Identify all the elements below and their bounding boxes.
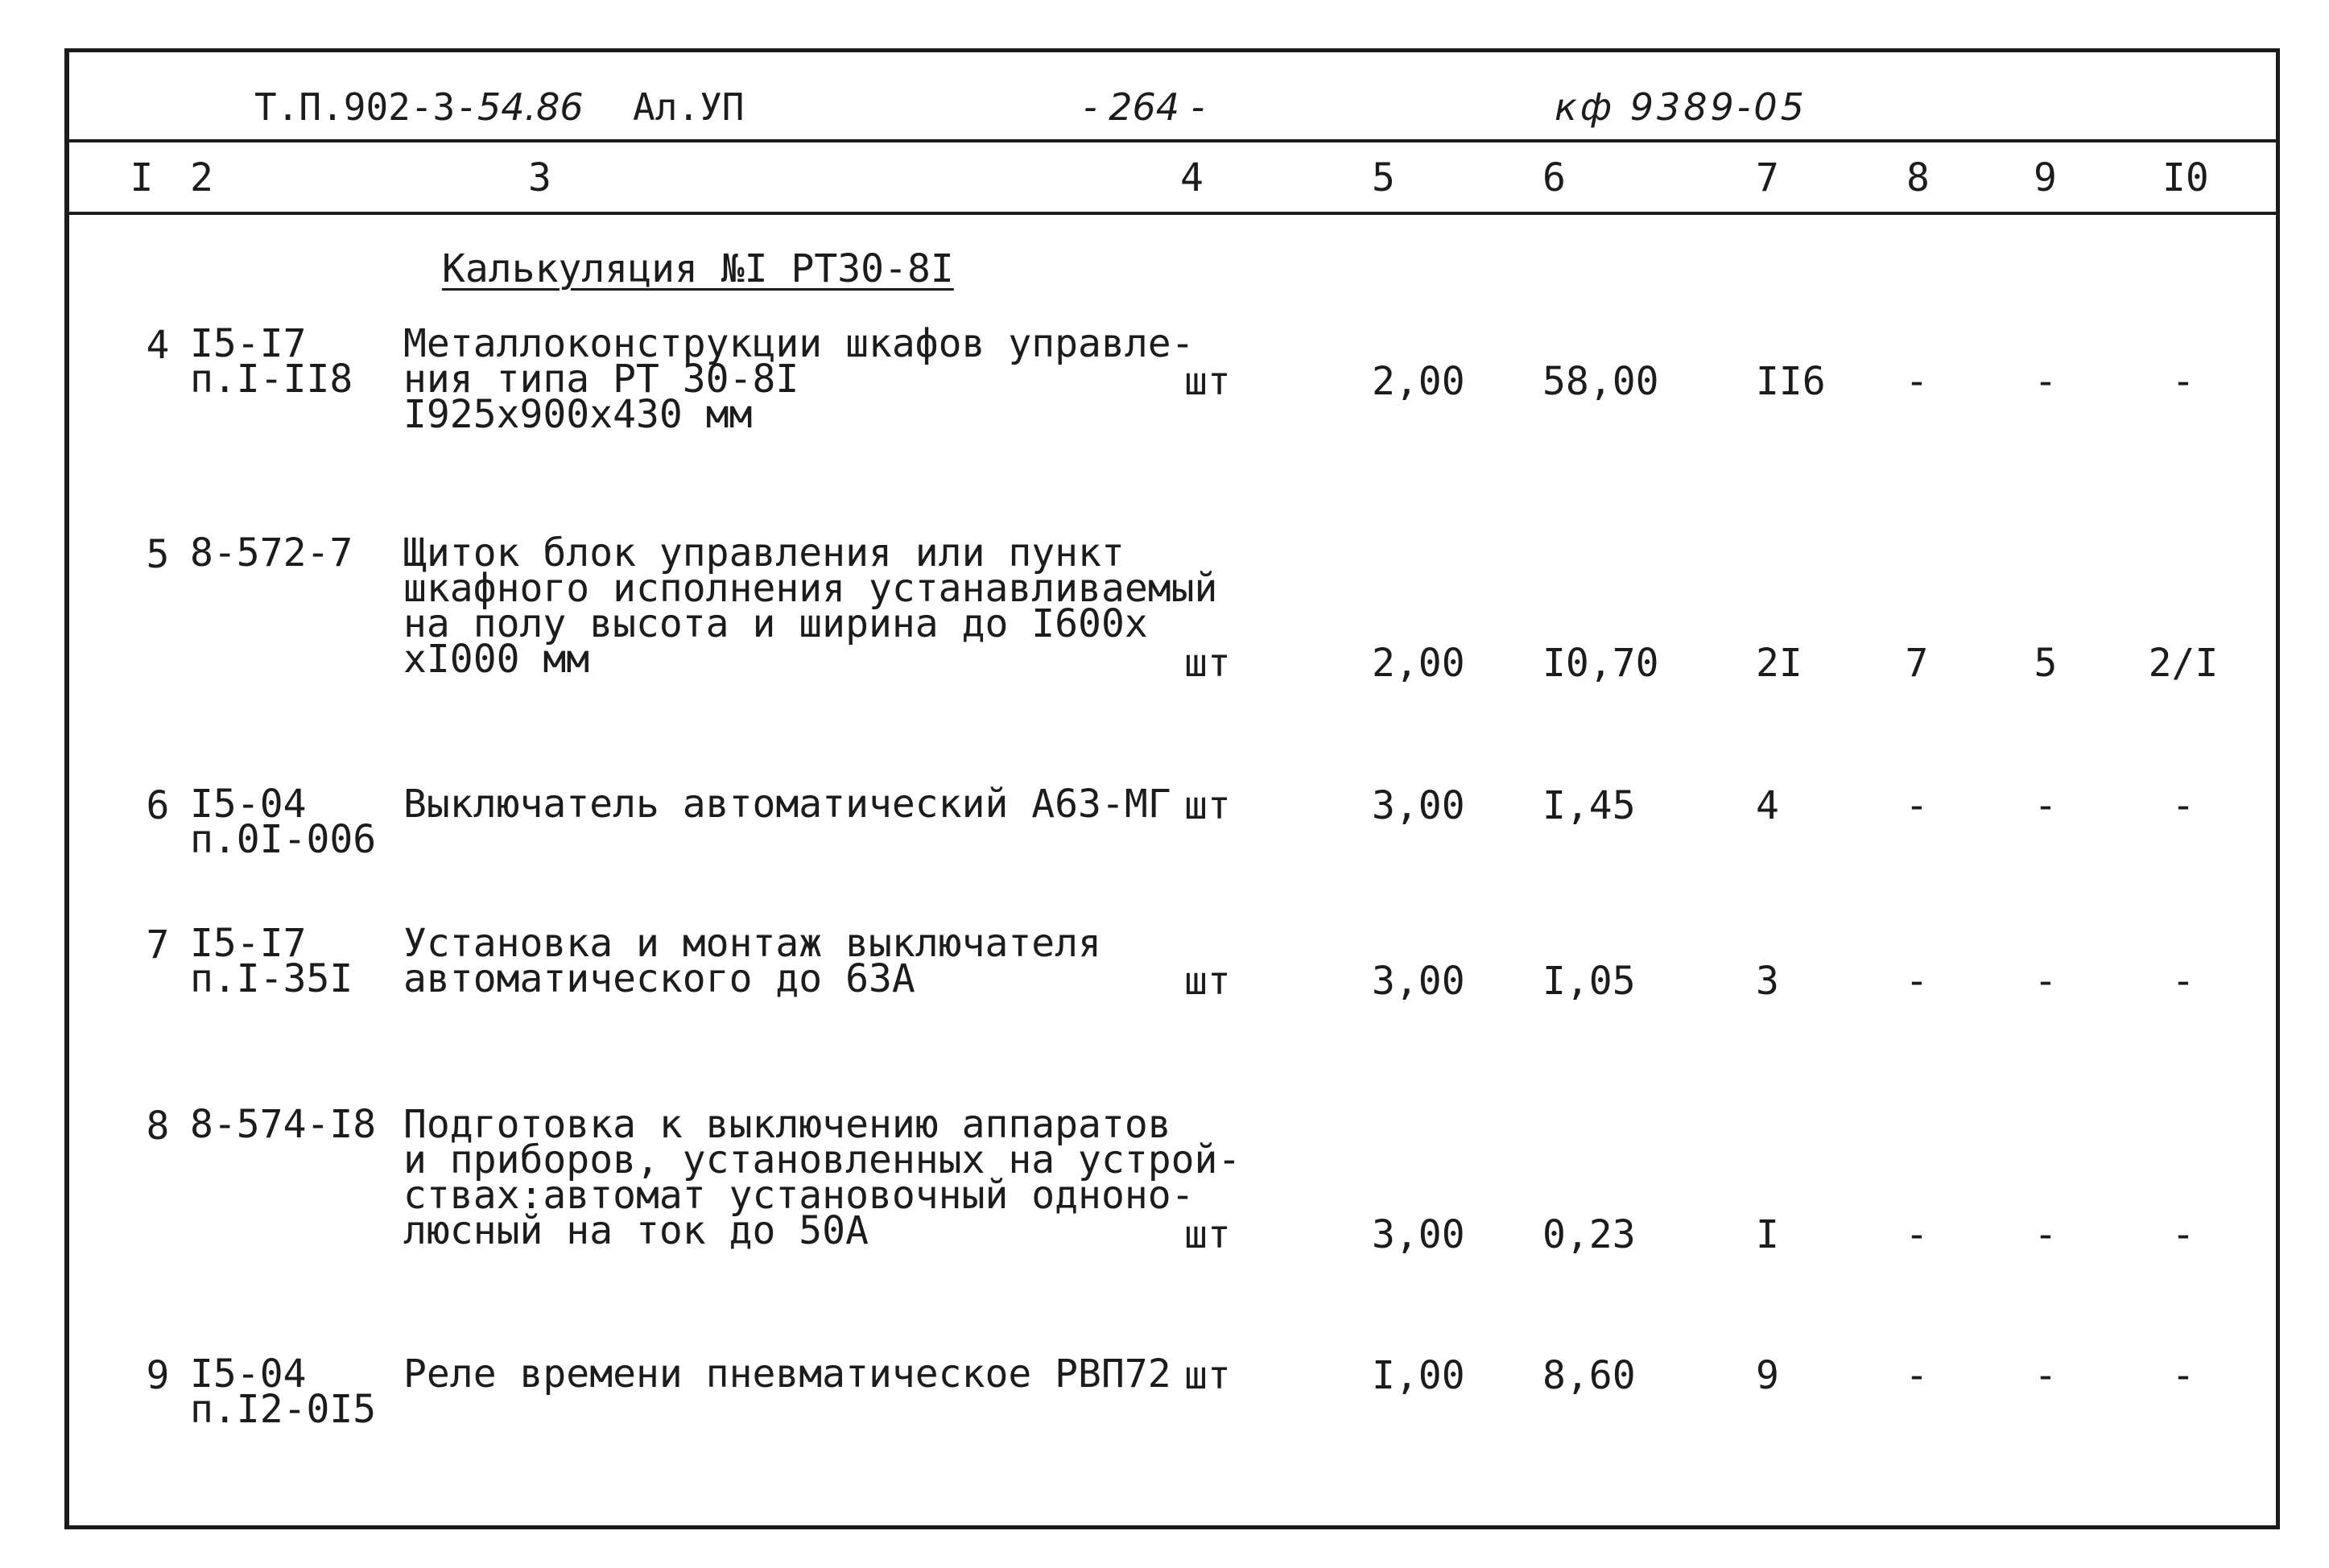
unit-price: 8,60 bbox=[1542, 1353, 1636, 1398]
col-10-value: - bbox=[2171, 359, 2195, 404]
stamp-code: кф 9389-05 bbox=[1555, 85, 1807, 129]
col-9-value: - bbox=[2034, 359, 2058, 404]
col-10-value: - bbox=[2171, 1212, 2195, 1257]
work-description: Выключатель автоматический А63-МГ bbox=[403, 782, 1171, 827]
col-9-value: 5 bbox=[2034, 641, 2058, 686]
unit-price: I0,70 bbox=[1542, 641, 1659, 686]
total: I bbox=[1756, 1212, 1779, 1257]
header-divider bbox=[69, 139, 2276, 142]
work-description: Установка и монтаж выключателя автоматического до 63А bbox=[403, 921, 1101, 1001]
unit: шт bbox=[1184, 641, 1231, 686]
column-number: I0 bbox=[2162, 155, 2209, 200]
quantity: 2,00 bbox=[1372, 359, 1465, 404]
norm-code: 8-574-I8 bbox=[190, 1102, 377, 1147]
column-number: 6 bbox=[1542, 155, 1566, 200]
work-description: Реле времени пневматическое РВП72 bbox=[403, 1351, 1171, 1397]
section-title: Калькуляция №I РТ30-8I bbox=[442, 246, 954, 291]
col-10-value: - bbox=[2171, 1353, 2195, 1398]
col-10-value: - bbox=[2171, 959, 2195, 1004]
col-8-value: - bbox=[1905, 1212, 1929, 1257]
unit-price: 0,23 bbox=[1542, 1212, 1636, 1257]
norm-code: I5-04 п.0I-006 bbox=[190, 782, 377, 862]
col-9-value: - bbox=[2034, 783, 2058, 828]
norm-code: I5-I7 п.I-35I bbox=[190, 921, 353, 1001]
column-number: 5 bbox=[1372, 155, 1395, 200]
total: II6 bbox=[1756, 359, 1826, 404]
quantity: 2,00 bbox=[1372, 641, 1465, 686]
norm-code: I5-I7 п.I-II8 bbox=[190, 321, 353, 402]
col-9-value: - bbox=[2034, 1353, 2058, 1398]
total: 9 bbox=[1756, 1353, 1779, 1398]
work-description: Подготовка к выключению аппаратов и приборов, установленных на устрой- ствах:автомат установочный одноно- люсный на ток до 50А bbox=[403, 1102, 1241, 1253]
quantity: 3,00 bbox=[1372, 783, 1465, 828]
unit-price: 58,00 bbox=[1542, 359, 1659, 404]
row-number: 7 bbox=[146, 922, 170, 968]
quantity: 3,00 bbox=[1372, 959, 1465, 1004]
col-8-value: - bbox=[1905, 783, 1929, 828]
page-number: - 264 - bbox=[1084, 85, 1205, 129]
col-9-value: - bbox=[2034, 1212, 2058, 1257]
work-description: Металлоконструкции шкафов управле- ния типа РТ 30-8I I925х900х430 мм bbox=[403, 321, 1195, 437]
doc-code: Т.П.902-3-54.86 bbox=[254, 85, 584, 129]
unit: шт bbox=[1184, 959, 1231, 1004]
total: 4 bbox=[1756, 783, 1779, 828]
quantity: I,00 bbox=[1372, 1353, 1465, 1398]
column-number: 8 bbox=[1906, 155, 1930, 200]
col-8-value: - bbox=[1905, 959, 1929, 1004]
col-8-value: 7 bbox=[1905, 641, 1929, 686]
unit: шт bbox=[1184, 783, 1231, 828]
row-number: 5 bbox=[146, 532, 170, 577]
unit-price: I,45 bbox=[1542, 783, 1636, 828]
row-number: 8 bbox=[146, 1104, 170, 1149]
col-8-value: - bbox=[1905, 1353, 1929, 1398]
col-10-value: 2/I bbox=[2148, 641, 2219, 686]
row-number: 4 bbox=[146, 323, 170, 368]
col-8-value: - bbox=[1905, 359, 1929, 404]
total: 3 bbox=[1756, 959, 1779, 1004]
column-number: 9 bbox=[2034, 155, 2057, 200]
norm-code: 8-572-7 bbox=[190, 530, 353, 576]
column-number: I bbox=[130, 155, 154, 200]
unit: шт bbox=[1184, 1212, 1231, 1257]
column-number: 4 bbox=[1180, 155, 1204, 200]
unit: шт bbox=[1184, 1353, 1231, 1398]
col-10-value: - bbox=[2171, 783, 2195, 828]
unit-price: I,05 bbox=[1542, 959, 1636, 1004]
col-9-value: - bbox=[2034, 959, 2058, 1004]
column-header-divider bbox=[69, 212, 2276, 215]
row-number: 9 bbox=[146, 1353, 170, 1398]
column-number: 3 bbox=[528, 155, 551, 200]
work-description: Щиток блок управления или пункт шкафного исполнения устанавливаемый на полу высота и ширина до I600х хI000 мм bbox=[403, 530, 1218, 682]
album-label: Ал.УП bbox=[633, 85, 745, 129]
total: 2I bbox=[1756, 641, 1802, 686]
quantity: 3,00 bbox=[1372, 1212, 1465, 1257]
column-number: 7 bbox=[1756, 155, 1779, 200]
unit: шт bbox=[1184, 359, 1231, 404]
column-number: 2 bbox=[190, 155, 213, 200]
row-number: 6 bbox=[146, 783, 170, 828]
norm-code: I5-04 п.I2-0I5 bbox=[190, 1351, 377, 1432]
document-sheet bbox=[64, 48, 2280, 1529]
